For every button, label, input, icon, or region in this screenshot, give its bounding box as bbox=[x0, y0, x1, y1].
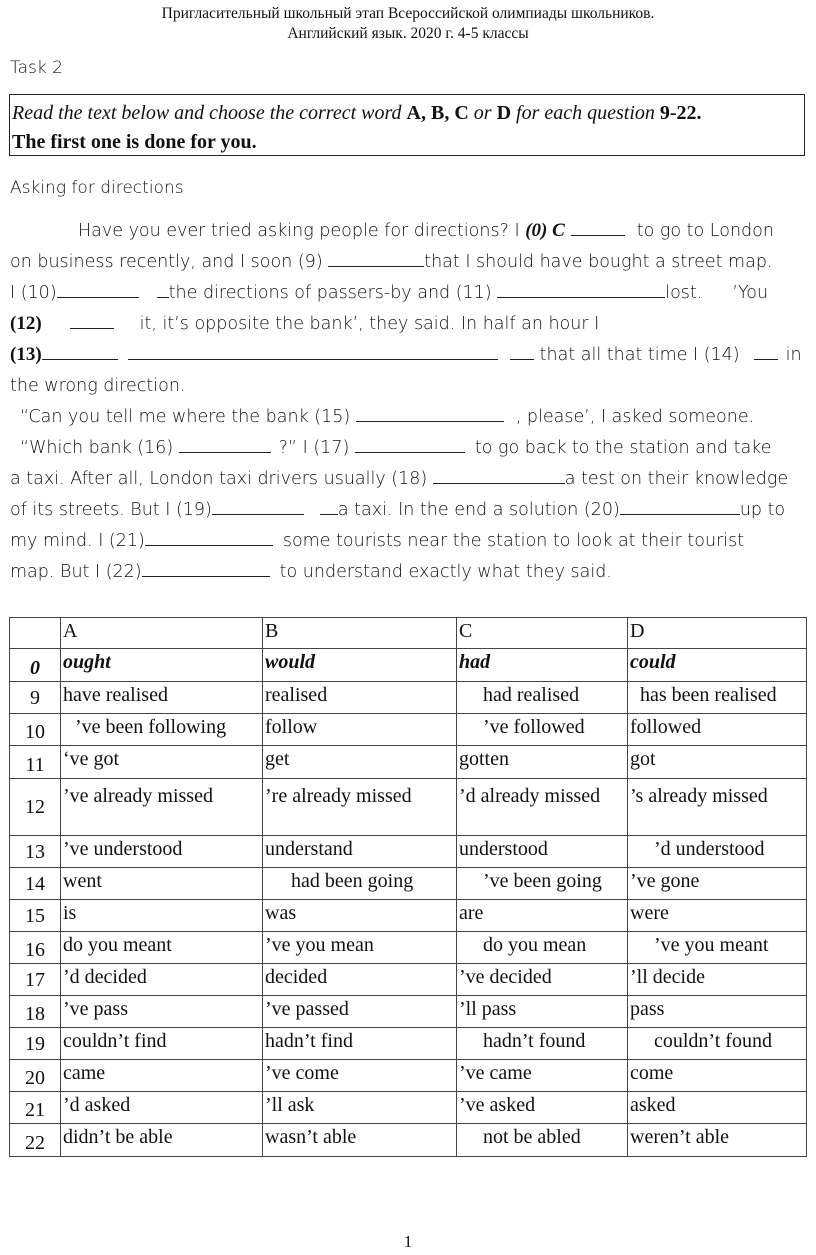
question-number-cell: 9 bbox=[10, 682, 61, 714]
text-segment: Have you ever tried asking people for directions? I bbox=[78, 221, 526, 241]
option-a-cell[interactable]: ’d asked bbox=[61, 1092, 263, 1124]
option-a-cell[interactable]: ’ve understood bbox=[61, 836, 263, 868]
option-a-cell[interactable]: couldn’t find bbox=[61, 1028, 263, 1060]
answer-blank-21[interactable] bbox=[145, 529, 273, 546]
option-d-cell[interactable]: ’d understood bbox=[628, 836, 807, 868]
option-d-cell[interactable]: ’ve gone bbox=[628, 868, 807, 900]
option-d-cell[interactable]: come bbox=[628, 1060, 807, 1092]
text-segment: “Which bank (16) bbox=[20, 438, 179, 458]
table-row bbox=[10, 714, 807, 746]
option-b-cell[interactable]: understand bbox=[263, 836, 457, 868]
table-row bbox=[10, 1124, 807, 1157]
answer-blank-14[interactable] bbox=[754, 343, 778, 360]
answer-blank-15[interactable] bbox=[356, 405, 504, 422]
option-a-cell[interactable]: ’ve pass bbox=[61, 996, 263, 1028]
instructions-line2 bbox=[12, 128, 800, 157]
answer-blank-13-tail bbox=[510, 343, 534, 360]
text-segment: ’You bbox=[732, 283, 769, 303]
task-label: Task 2 bbox=[10, 58, 63, 78]
option-c-cell[interactable]: ’ve decided bbox=[457, 964, 628, 996]
text-segment: it, it’s opposite the bank’, they said. In half an hour I bbox=[139, 314, 600, 334]
text-segment: in bbox=[785, 345, 802, 365]
table-row bbox=[10, 964, 807, 996]
option-d-cell[interactable]: ’s already missed bbox=[628, 779, 807, 836]
table-header-cell: C bbox=[457, 618, 628, 649]
option-b-cell[interactable]: had been going bbox=[263, 868, 457, 900]
option-b-cell[interactable]: was bbox=[263, 900, 457, 932]
option-c-cell[interactable]: ’ll pass bbox=[457, 996, 628, 1028]
text-line-6 bbox=[10, 374, 186, 398]
table-header-cell: D bbox=[628, 618, 807, 649]
option-c-cell[interactable]: not be abled bbox=[457, 1124, 628, 1157]
option-d-cell[interactable]: asked bbox=[628, 1092, 807, 1124]
option-c-cell[interactable]: ’ve been going bbox=[457, 868, 628, 900]
question-number-cell: 14 bbox=[10, 868, 61, 900]
answer-blank-19[interactable] bbox=[212, 498, 304, 515]
option-a-cell[interactable]: ‘ve got bbox=[61, 746, 263, 779]
text-line-2 bbox=[10, 250, 772, 274]
option-c-cell[interactable]: do you mean bbox=[457, 932, 628, 964]
option-d-cell[interactable]: couldn’t found bbox=[628, 1028, 807, 1060]
option-c-cell[interactable]: had realised bbox=[457, 682, 628, 714]
answer-blank-9[interactable] bbox=[328, 250, 424, 267]
option-a-cell[interactable]: do you meant bbox=[61, 932, 263, 964]
instr-part1: Read the text below and choose the correct word bbox=[12, 102, 407, 124]
question-number-cell: 11 bbox=[10, 746, 61, 779]
option-d-cell[interactable]: were bbox=[628, 900, 807, 932]
question-number-12: (12) bbox=[10, 313, 42, 334]
table-row bbox=[10, 836, 807, 868]
text-segment: map. But I (22) bbox=[10, 562, 142, 582]
table-row bbox=[10, 746, 807, 779]
answer-blank-10-tail bbox=[157, 281, 169, 298]
table-row bbox=[10, 900, 807, 932]
option-b-cell[interactable]: ’ll ask bbox=[263, 1092, 457, 1124]
instr-line2: The first one is done for you. bbox=[12, 131, 257, 153]
instructions-box bbox=[9, 94, 805, 156]
question-number-cell: 12 bbox=[10, 779, 61, 836]
option-d-cell[interactable]: got bbox=[628, 746, 807, 779]
table-row bbox=[10, 932, 807, 964]
instr-part2: for each question bbox=[516, 102, 660, 124]
text-segment: lost. bbox=[665, 283, 703, 303]
option-b-cell[interactable]: ’ve come bbox=[263, 1060, 457, 1092]
option-a-cell[interactable]: didn’t be able bbox=[61, 1124, 263, 1157]
table-header-row bbox=[10, 618, 807, 649]
answer-blank-12[interactable] bbox=[70, 312, 114, 329]
answer-blank-10[interactable] bbox=[57, 281, 139, 298]
text-line-1 bbox=[78, 219, 774, 243]
option-b-cell[interactable]: ’re already missed bbox=[263, 779, 457, 836]
option-c-cell[interactable]: ’d already missed bbox=[457, 779, 628, 836]
question-number-cell: 20 bbox=[10, 1060, 61, 1092]
table-header-cell: A bbox=[61, 618, 263, 649]
text-line-7 bbox=[20, 405, 754, 429]
text-segment: on business recently, and I soon (9) bbox=[10, 252, 329, 272]
table-row bbox=[10, 682, 807, 714]
text-segment: that all that time I (14) bbox=[539, 345, 740, 365]
table-row bbox=[10, 1028, 807, 1060]
answer-blank-0[interactable] bbox=[571, 219, 625, 236]
question-number-cell: 17 bbox=[10, 964, 61, 996]
option-d-cell[interactable]: ’ve you meant bbox=[628, 932, 807, 964]
text-segment: a test on their knowledge bbox=[564, 469, 789, 489]
option-c-cell[interactable]: gotten bbox=[457, 746, 628, 779]
example-answer: (0) C bbox=[525, 220, 565, 241]
table-row bbox=[10, 1092, 807, 1124]
text-segment: “Can you tell me where the bank (15) bbox=[20, 407, 356, 427]
table-row bbox=[10, 1060, 807, 1092]
question-number-13: (13) bbox=[10, 344, 42, 365]
option-c-cell[interactable]: ’ve asked bbox=[457, 1092, 628, 1124]
text-line-5 bbox=[10, 343, 802, 367]
answer-blank-11[interactable] bbox=[497, 281, 665, 298]
option-c-cell[interactable]: ’ve followed bbox=[457, 714, 628, 746]
question-number-cell: 19 bbox=[10, 1028, 61, 1060]
text-segment: I (10) bbox=[10, 283, 57, 303]
question-number-cell: 15 bbox=[10, 900, 61, 932]
text-segment: the directions of passers-by and (11) bbox=[168, 283, 498, 303]
option-d-cell: could bbox=[628, 649, 807, 682]
question-number-cell: 18 bbox=[10, 996, 61, 1028]
option-b-cell: would bbox=[263, 649, 457, 682]
option-a-cell[interactable]: ’ve been following bbox=[61, 714, 263, 746]
text-subheading: Asking for directions bbox=[10, 178, 184, 198]
text-segment: of its streets. But I (19) bbox=[10, 500, 212, 520]
text-line-3 bbox=[10, 281, 768, 305]
text-segment: to understand exactly what they said. bbox=[279, 562, 612, 582]
answer-blank-17[interactable] bbox=[355, 436, 465, 453]
question-number-cell: 10 bbox=[10, 714, 61, 746]
answer-options-table bbox=[9, 617, 807, 1157]
text-segment: the wrong direction. bbox=[10, 376, 186, 396]
text-segment: a taxi. In the end a solution (20) bbox=[337, 500, 620, 520]
text-segment: my mind. I (21) bbox=[10, 531, 145, 551]
instr-d: D bbox=[496, 102, 517, 124]
instructions-line1 bbox=[12, 99, 800, 128]
question-number-cell: 16 bbox=[10, 932, 61, 964]
answer-blank-19-tail bbox=[320, 498, 338, 515]
instr-letters: A, B, C bbox=[406, 102, 474, 124]
text-line-10 bbox=[10, 498, 785, 522]
answer-blank-16[interactable] bbox=[179, 436, 271, 453]
answer-blank-22[interactable] bbox=[142, 560, 270, 577]
question-number-cell: 22 bbox=[10, 1124, 61, 1157]
text-segment: ?” I (17) bbox=[278, 438, 355, 458]
question-number-cell: 13 bbox=[10, 836, 61, 868]
text-segment: to go back to the station and take bbox=[474, 438, 772, 458]
text-segment: , please’, I asked someone. bbox=[515, 407, 755, 427]
option-b-cell[interactable]: ’ve passed bbox=[263, 996, 457, 1028]
table-row bbox=[10, 779, 807, 836]
option-d-cell[interactable]: pass bbox=[628, 996, 807, 1028]
option-d-cell[interactable]: followed bbox=[628, 714, 807, 746]
option-b-cell[interactable]: realised bbox=[263, 682, 457, 714]
option-a-cell[interactable]: ’d decided bbox=[61, 964, 263, 996]
table-row bbox=[10, 996, 807, 1028]
option-b-cell[interactable]: decided bbox=[263, 964, 457, 996]
text-line-9 bbox=[10, 467, 788, 491]
option-b-cell[interactable]: ’ve you mean bbox=[263, 932, 457, 964]
text-line-8 bbox=[20, 436, 771, 460]
option-c-cell[interactable]: hadn’t found bbox=[457, 1028, 628, 1060]
option-a-cell[interactable]: have realised bbox=[61, 682, 263, 714]
option-b-cell[interactable]: wasn’t able bbox=[263, 1124, 457, 1157]
answer-blank-18[interactable] bbox=[433, 467, 565, 484]
answer-blank-13[interactable] bbox=[42, 343, 118, 360]
option-a-cell[interactable]: came bbox=[61, 1060, 263, 1092]
instr-range: 9-22. bbox=[659, 102, 702, 124]
olympiad-header-line2: Английский язык. 2020 г. 4-5 классы bbox=[287, 25, 529, 42]
olympiad-header-line1: Пригласительный школьный этап Всероссийской олимпиады школьников. bbox=[161, 5, 655, 22]
option-a-cell[interactable]: is bbox=[61, 900, 263, 932]
text-segment: a taxi. After all, London taxi drivers usually (18) bbox=[10, 469, 433, 489]
table-row bbox=[10, 868, 807, 900]
answer-blank-13-long bbox=[128, 343, 498, 360]
text-line-12 bbox=[10, 560, 612, 584]
table-header-cell bbox=[10, 618, 61, 649]
option-d-cell[interactable]: has been realised bbox=[628, 682, 807, 714]
option-c-cell[interactable]: are bbox=[457, 900, 628, 932]
option-b-cell[interactable]: get bbox=[263, 746, 457, 779]
option-c-cell[interactable]: ’ve came bbox=[457, 1060, 628, 1092]
text-segment: up to bbox=[739, 500, 786, 520]
option-a-cell[interactable]: went bbox=[61, 868, 263, 900]
table-row bbox=[10, 649, 807, 682]
option-d-cell[interactable]: ’ll decide bbox=[628, 964, 807, 996]
text-segment: to go to London bbox=[636, 221, 774, 241]
answer-blank-20[interactable] bbox=[620, 498, 740, 515]
option-a-cell: ought bbox=[61, 649, 263, 682]
text-segment: that I should have bought a street map. bbox=[424, 252, 773, 272]
text-segment: some tourists near the station to look at their tourist bbox=[282, 531, 745, 551]
table-header-cell: B bbox=[263, 618, 457, 649]
question-number-cell: 21 bbox=[10, 1092, 61, 1124]
page-number: 1 bbox=[403, 1232, 413, 1251]
option-c-cell[interactable]: understood bbox=[457, 836, 628, 868]
option-a-cell[interactable]: ’ve already missed bbox=[61, 779, 263, 836]
option-b-cell[interactable]: follow bbox=[263, 714, 457, 746]
option-b-cell[interactable]: hadn’t find bbox=[263, 1028, 457, 1060]
text-line-4 bbox=[10, 312, 599, 336]
question-number-cell: 0 bbox=[10, 649, 61, 682]
instr-or: or bbox=[473, 102, 497, 124]
option-c-cell: had bbox=[457, 649, 628, 682]
text-line-11 bbox=[10, 529, 744, 553]
option-d-cell[interactable]: weren’t able bbox=[628, 1124, 807, 1157]
